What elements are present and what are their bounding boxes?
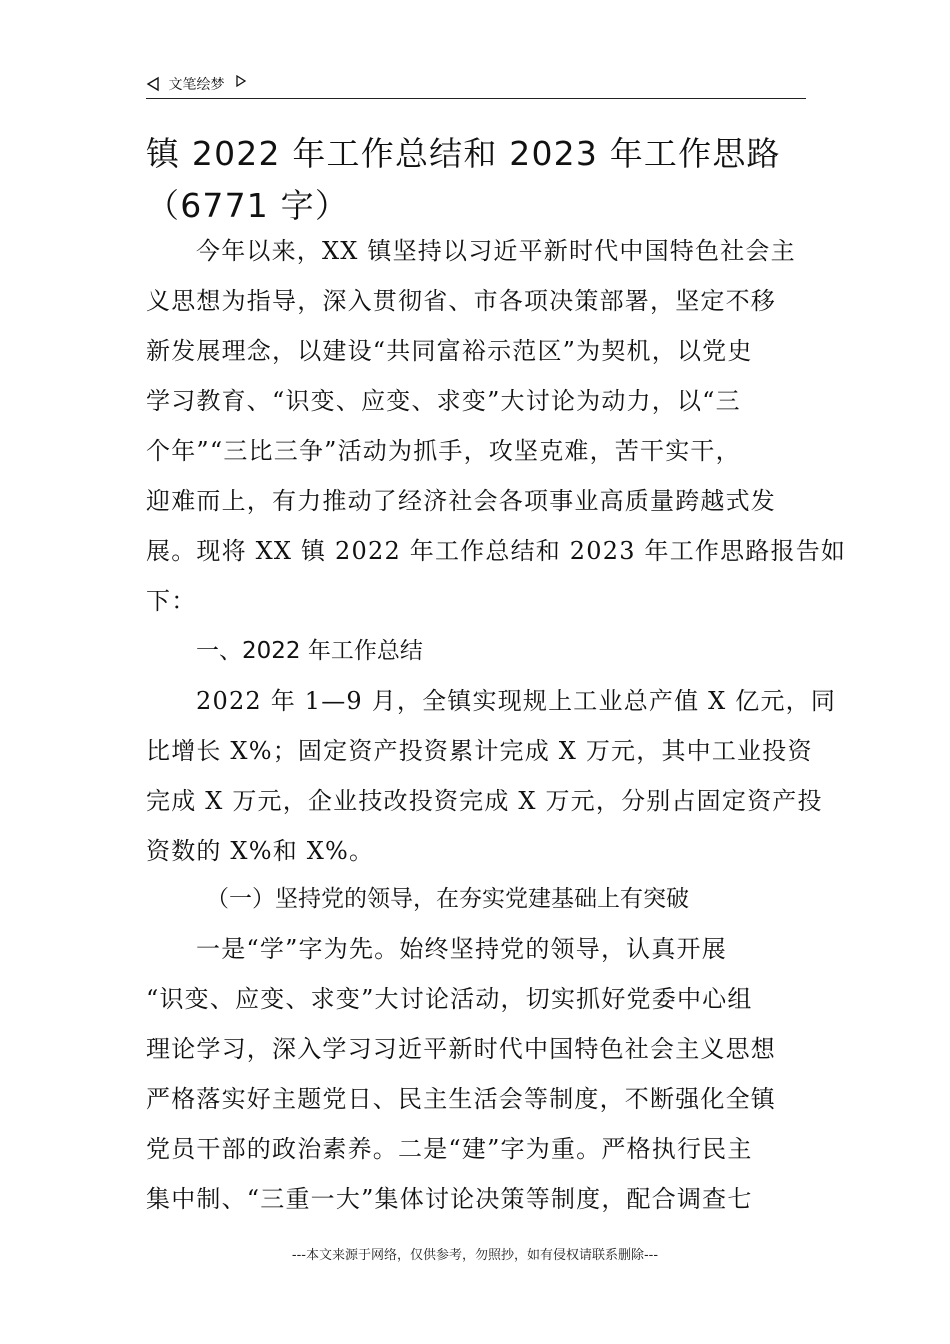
summary-paragraph	[146, 676, 837, 876]
intro-line: 义思想为指导，深入贯彻省、市各项决策部署，坚定不移	[146, 287, 776, 315]
intro-paragraph	[146, 226, 847, 626]
intro-line: 展。现将 XX 镇 2022 年工作总结和 2023 年工作思路报告如	[146, 537, 847, 565]
intro-line: 学习教育、“识变、应变、求变”大讨论为动力，以“三	[146, 387, 741, 415]
paragraph-line: “识变、应变、求变”大讨论活动，切实抓好党委中心组	[146, 985, 753, 1013]
right-triangle-icon	[235, 72, 247, 98]
paragraph-line: 理论学习，深入学习习近平新时代中国特色社会主义思想	[146, 1035, 776, 1063]
paragraph-line: 严格落实好主题党日、民主生活会等制度，不断强化全镇	[146, 1085, 776, 1113]
section-heading: 一、2022 年工作总结	[196, 638, 423, 664]
page-footer-notice: ---本文来源于网络，仅供参考，勿照抄，如有侵权请联系删除---	[291, 1248, 659, 1263]
intro-line: 今年以来，XX 镇坚持以习近平新时代中国特色社会主	[196, 237, 796, 265]
intro-line: 个年”“三比三争”活动为抓手，攻坚克难，苦干实干，	[146, 437, 741, 465]
summary-line: 资数的 X%和 X%。	[146, 837, 375, 865]
intro-line: 迎难而上，有力推动了经济社会各项事业高质量跨越式发	[146, 487, 776, 515]
title-line-2: （6771 字）	[146, 186, 350, 225]
title-line-1: 镇 2022 年工作总结和 2023 年工作思路	[146, 134, 781, 173]
party-building-paragraph	[146, 924, 806, 1224]
subsection-heading: （一）坚持党的领导，在夯实党建基础上有突破	[206, 886, 689, 912]
summary-line: 2022 年 1—9 月，全镇实现规上工业总产值 X 亿元，同	[196, 687, 837, 715]
summary-line: 完成 X 万元，企业技改投资完成 X 万元，分别占固定资产投	[146, 787, 823, 815]
header-brand: 文笔绘梦	[168, 77, 225, 93]
intro-line: 新发展理念，以建设“共同富裕示范区”为契机，以党史	[146, 337, 753, 365]
page-header	[146, 72, 806, 98]
left-triangle-icon	[146, 72, 160, 98]
document-title	[146, 128, 826, 232]
summary-line: 比增长 X%；固定资产投资累计完成 X 万元，其中工业投资	[146, 737, 813, 765]
header-divider	[146, 98, 806, 99]
paragraph-line: 一是“学”字为先。始终坚持党的领导，认真开展	[196, 935, 727, 963]
paragraph-line: 党员干部的政治素养。二是“建”字为重。严格执行民主	[146, 1135, 753, 1163]
intro-line: 下：	[146, 587, 197, 615]
paragraph-line: 集中制、“三重一大”集体讨论决策等制度，配合调查七	[146, 1185, 753, 1213]
